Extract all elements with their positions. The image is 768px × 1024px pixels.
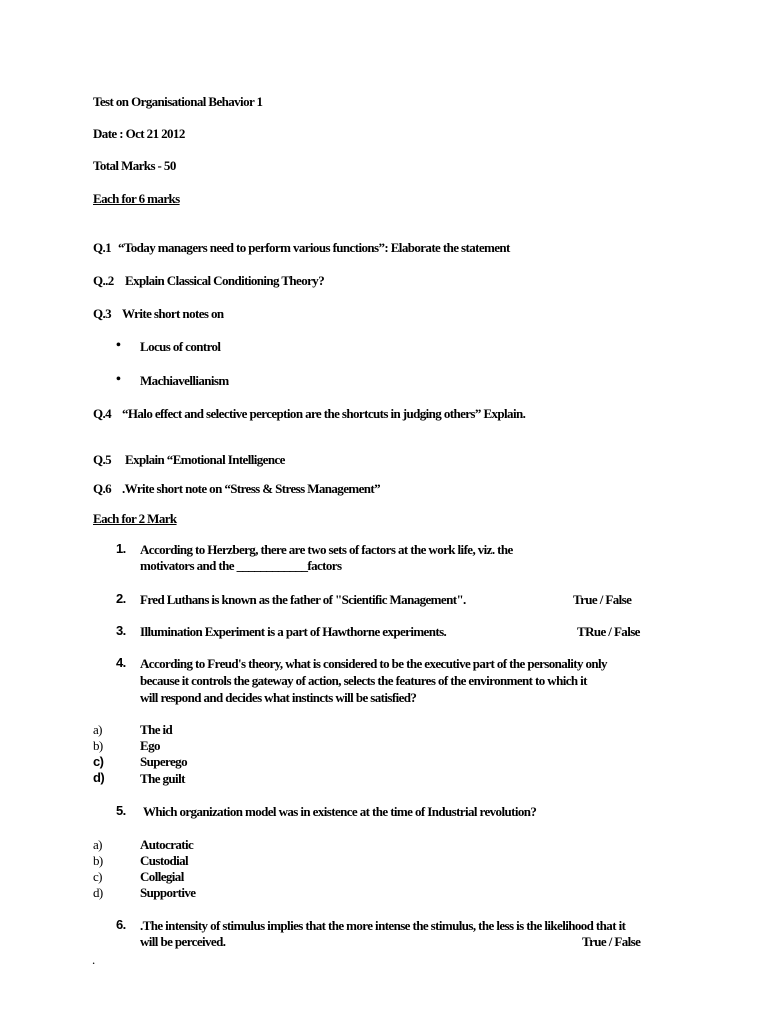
option-letter: c) (93, 754, 104, 769)
question-text: Explain Classical Conditioning Theory? (125, 273, 325, 288)
question-line: will be perceived. (140, 934, 226, 949)
bullet-icon: • (116, 338, 121, 353)
option-letter: d) (93, 885, 103, 900)
true-false-answer: True / False (582, 934, 641, 949)
question-text: Explain “Emotional Intelligence (125, 452, 285, 467)
footer-dot: . (92, 952, 95, 967)
question-number: Q.6 (93, 481, 112, 496)
option-text: Superego (140, 754, 187, 769)
total-marks: Total Marks - 50 (93, 158, 176, 173)
question-number: Q.3 (93, 306, 112, 321)
option-text: Supportive (140, 885, 196, 900)
option-text: Ego (140, 738, 160, 753)
true-false-answer: TRue / False (577, 624, 640, 639)
question-number: Q.4 (93, 406, 112, 421)
test-date: Date : Oct 21 2012 (93, 126, 185, 141)
option-letter: a) (93, 722, 102, 737)
bullet-item: Locus of control (140, 339, 221, 354)
question-line: According to Freud's theory, what is considered to be the executive part of the personality only (140, 656, 607, 671)
question-number: Q..2 (93, 273, 114, 288)
question-line: .The intensity of stimulus implies that the more intense the stimulus, the less is the likelihood that it (140, 918, 626, 933)
question-number: 5. (116, 803, 126, 818)
question-text: “Halo effect and selective perception are the shortcuts in judging others” Explain. (122, 406, 526, 421)
question-text: “Today managers need to perform various functions”: Elaborate the statement (118, 240, 510, 255)
question-number: Q.5 (93, 452, 112, 467)
bullet-item: Machiavellianism (140, 373, 229, 388)
option-text: Custodial (140, 853, 189, 868)
question-line: will respond and decides what instincts will be satisfied? (140, 690, 417, 705)
document-title: Test on Organisational Behavior 1 (93, 94, 263, 109)
option-text: Collegial (140, 869, 184, 884)
question-number: 6. (116, 917, 126, 932)
option-letter: b) (93, 738, 103, 753)
question-line: Fred Luthans is known as the father of "Scientific Management". (140, 592, 466, 607)
question-number: 4. (116, 655, 126, 670)
option-text: The guilt (140, 771, 185, 786)
section-heading-6-marks: Each for 6 marks (93, 191, 180, 206)
question-text: .Write short note on “Stress & Stress Management” (122, 481, 381, 496)
question-line: According to Herzberg, there are two sets of factors at the work life, viz. the (140, 542, 513, 557)
option-text: The id (140, 722, 173, 737)
question-number: 2. (116, 591, 126, 606)
question-number: Q.1 (93, 240, 112, 255)
question-line: Which organization model was in existence at the time of Industrial revolution? (143, 804, 537, 819)
question-line: motivators and the ____________factors (140, 558, 342, 573)
question-line: Illumination Experiment is a part of Hawthorne experiments. (140, 624, 447, 639)
question-number: 3. (116, 623, 126, 638)
option-letter: d) (93, 770, 105, 785)
section-heading-2-marks: Each for 2 Mark (93, 511, 177, 526)
question-number: 1. (116, 541, 126, 556)
option-text: Autocratic (140, 837, 194, 852)
question-text: Write short notes on (122, 306, 224, 321)
option-letter: b) (93, 853, 103, 868)
question-line: because it controls the gateway of action, selects the features of the environment to which it (140, 673, 587, 688)
bullet-icon: • (116, 372, 121, 387)
option-letter: c) (93, 869, 102, 884)
option-letter: a) (93, 837, 102, 852)
true-false-answer: True / False (573, 592, 632, 607)
